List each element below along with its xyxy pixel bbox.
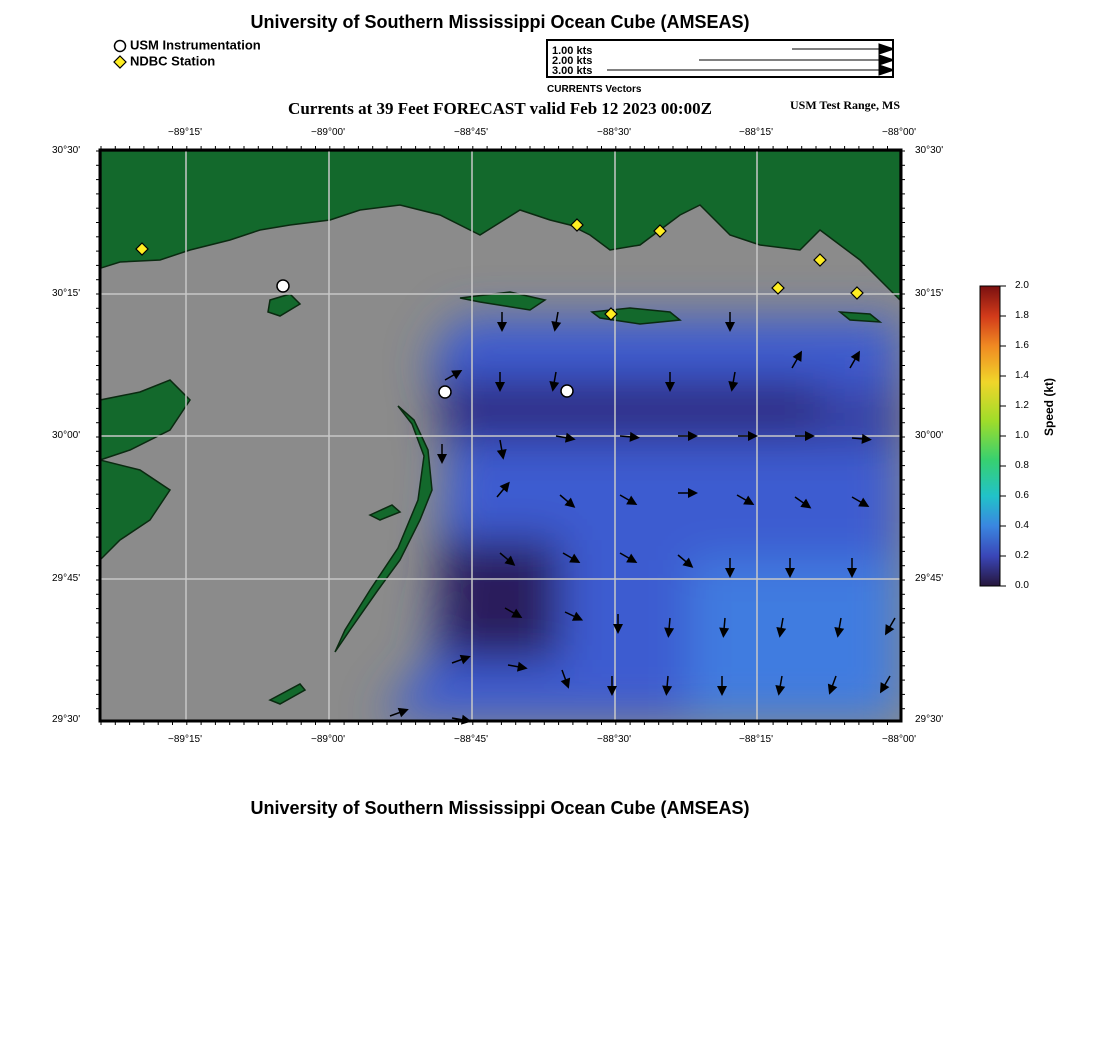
lon-tick-label-bottom: −88°00': [882, 734, 916, 745]
current-vector-arrow: [792, 351, 802, 368]
current-vector-arrow: [665, 372, 675, 392]
current-vector-arrow: [497, 312, 507, 332]
current-vector-arrow: [505, 608, 522, 618]
vector-key-caption: CURRENTS Vectors: [547, 84, 642, 95]
lat-tick-label-right: 29°45': [915, 573, 944, 584]
ndbc-station-marker[interactable]: [571, 219, 583, 231]
lon-tick-label-top: −89°15': [168, 127, 202, 138]
lon-tick-label-bottom: −88°15': [739, 734, 773, 745]
current-vector-arrow: [852, 434, 872, 444]
current-vector-arrow: [508, 662, 528, 672]
current-vector-arrow: [776, 618, 786, 638]
current-vector-arrow: [738, 431, 758, 441]
lat-tick-label-left: 30°30': [52, 145, 81, 156]
speed-colorbar: [980, 286, 1006, 586]
lon-tick-label-top: −88°00': [882, 127, 916, 138]
colorbar-tick-label: 0.4: [1015, 520, 1029, 531]
vector-key-arrows: [546, 39, 894, 78]
current-vector-arrow: [551, 312, 561, 332]
lon-tick-label-bottom: −89°15': [168, 734, 202, 745]
ndbc-station-marker[interactable]: [136, 243, 148, 255]
colorbar-label: Speed (kt): [1042, 377, 1056, 436]
colorbar-tick-label: 1.0: [1015, 430, 1029, 441]
colorbar-tick-label: 1.8: [1015, 310, 1029, 321]
colorbar-tick-label: 0.0: [1015, 580, 1029, 591]
ndbc-station-marker[interactable]: [605, 308, 617, 320]
map-subtitle: Currents at 39 Feet FORECAST valid Feb 12 2023 00:00Z: [288, 99, 712, 118]
lat-tick-label-right: 30°15': [915, 288, 944, 299]
current-vector-arrow: [728, 372, 738, 392]
colorbar-tick-label: 0.2: [1015, 550, 1029, 561]
colorbar-tick-label: 0.6: [1015, 490, 1029, 501]
footer-title: University of Southern Mississippi Ocean Cube (AMSEAS): [250, 798, 750, 818]
ndbc-stations: [136, 219, 863, 320]
current-vector-arrow: [620, 553, 637, 563]
usm-circle-icon: [113, 39, 127, 53]
current-vector-arrow: [452, 715, 472, 725]
current-vector-arrow: [775, 676, 785, 696]
current-vector-arrow: [561, 670, 570, 689]
lon-tick-label-top: −89°00': [311, 127, 345, 138]
legend-ndbc-label: NDBC Station: [130, 53, 216, 69]
colorbar-tick-label: 2.0: [1015, 280, 1029, 291]
current-vector-arrow: [737, 495, 754, 505]
usm-station-marker[interactable]: [561, 385, 573, 397]
current-vector-arrow: [719, 618, 729, 638]
vector-key: [546, 39, 894, 78]
current-vector-arrow: [556, 433, 576, 443]
current-vector-arrow: [678, 488, 698, 498]
lat-tick-label-left: 29°30': [52, 714, 81, 725]
current-vector-arrow: [620, 495, 637, 505]
ndbc-diamond-icon: [113, 55, 127, 69]
lat-tick-label-right: 30°30': [915, 145, 944, 156]
lat-tick-label-left: 29°45': [52, 573, 81, 584]
current-vector-arrow: [852, 497, 869, 507]
vector-key-label-2: 2.00 kts: [552, 55, 593, 67]
ndbc-station-marker[interactable]: [772, 282, 784, 294]
current-vector-arrow: [785, 558, 795, 578]
no-data-area: [101, 151, 900, 720]
speed-field: [380, 318, 900, 720]
current-vector-arrow: [452, 655, 471, 664]
current-vector-arrow: [725, 312, 735, 332]
current-vector-arrow: [834, 618, 844, 638]
current-vector-arrow: [563, 553, 580, 563]
current-vector-arrow: [795, 497, 811, 508]
graticule: [101, 151, 900, 720]
current-vector-arrow: [445, 370, 462, 380]
current-vectors: [390, 312, 895, 725]
lon-tick-label-bottom: −89°00': [311, 734, 345, 745]
current-vector-arrow: [495, 372, 505, 392]
usm-stations: [277, 280, 573, 398]
current-vector-arrow: [795, 431, 815, 441]
current-vector-arrow: [885, 618, 895, 635]
current-vector-arrow: [664, 618, 674, 638]
current-vector-arrow: [613, 614, 623, 634]
lat-tick-label-right: 29°30': [915, 714, 944, 725]
colorbar-tick-label: 1.2: [1015, 400, 1029, 411]
ndbc-station-marker[interactable]: [851, 287, 863, 299]
map-frame: [96, 146, 905, 725]
lon-tick-label-bottom: −88°30': [597, 734, 631, 745]
vector-key-label-3: 3.00 kts: [552, 65, 593, 77]
current-vector-arrow: [662, 676, 672, 696]
current-vector-arrow: [497, 482, 510, 497]
current-vector-arrow: [390, 708, 409, 717]
current-vector-arrow: [437, 444, 447, 464]
current-vector-arrow: [560, 495, 575, 508]
current-vector-arrow: [565, 612, 583, 621]
lat-tick-label-right: 30°00': [915, 430, 944, 441]
colorbar-tick-label: 0.8: [1015, 460, 1029, 471]
current-vector-arrow: [847, 558, 857, 578]
current-vector-arrow: [549, 372, 559, 392]
lat-tick-label-left: 30°00': [52, 430, 81, 441]
current-vector-arrow: [725, 558, 735, 578]
legend-usm: [113, 37, 261, 53]
current-vector-arrow: [828, 676, 837, 695]
page-title: University of Southern Mississippi Ocean Cube (AMSEAS): [250, 12, 750, 32]
current-vector-arrow: [717, 676, 727, 696]
current-vector-arrow: [678, 431, 698, 441]
current-vector-arrow: [607, 676, 617, 696]
ndbc-station-marker[interactable]: [814, 254, 826, 266]
current-vector-arrow: [880, 676, 890, 693]
legend-usm-label: USM Instrumentation: [130, 37, 261, 53]
ndbc-station-marker[interactable]: [654, 225, 666, 237]
usm-station-marker[interactable]: [439, 386, 451, 398]
land-mass: [100, 151, 900, 704]
current-vector-arrow: [850, 351, 860, 368]
legend-ndbc: [113, 53, 215, 69]
usm-station-marker[interactable]: [277, 280, 289, 292]
lat-tick-label-left: 30°15': [52, 288, 81, 299]
lon-tick-label-top: −88°45': [454, 127, 488, 138]
current-vector-arrow: [500, 553, 515, 566]
current-vector-arrow: [497, 440, 507, 460]
lon-tick-label-bottom: −88°45': [454, 734, 488, 745]
lon-tick-label-top: −88°15': [739, 127, 773, 138]
lon-tick-label-top: −88°30': [597, 127, 631, 138]
range-label: USM Test Range, MS: [789, 98, 900, 112]
colorbar-tick-label: 1.4: [1015, 370, 1029, 381]
colorbar-tick-label: 1.6: [1015, 340, 1029, 351]
current-vector-arrow: [678, 555, 693, 568]
current-vector-arrow: [620, 432, 640, 442]
vector-key-label-1: 1.00 kts: [552, 45, 593, 57]
